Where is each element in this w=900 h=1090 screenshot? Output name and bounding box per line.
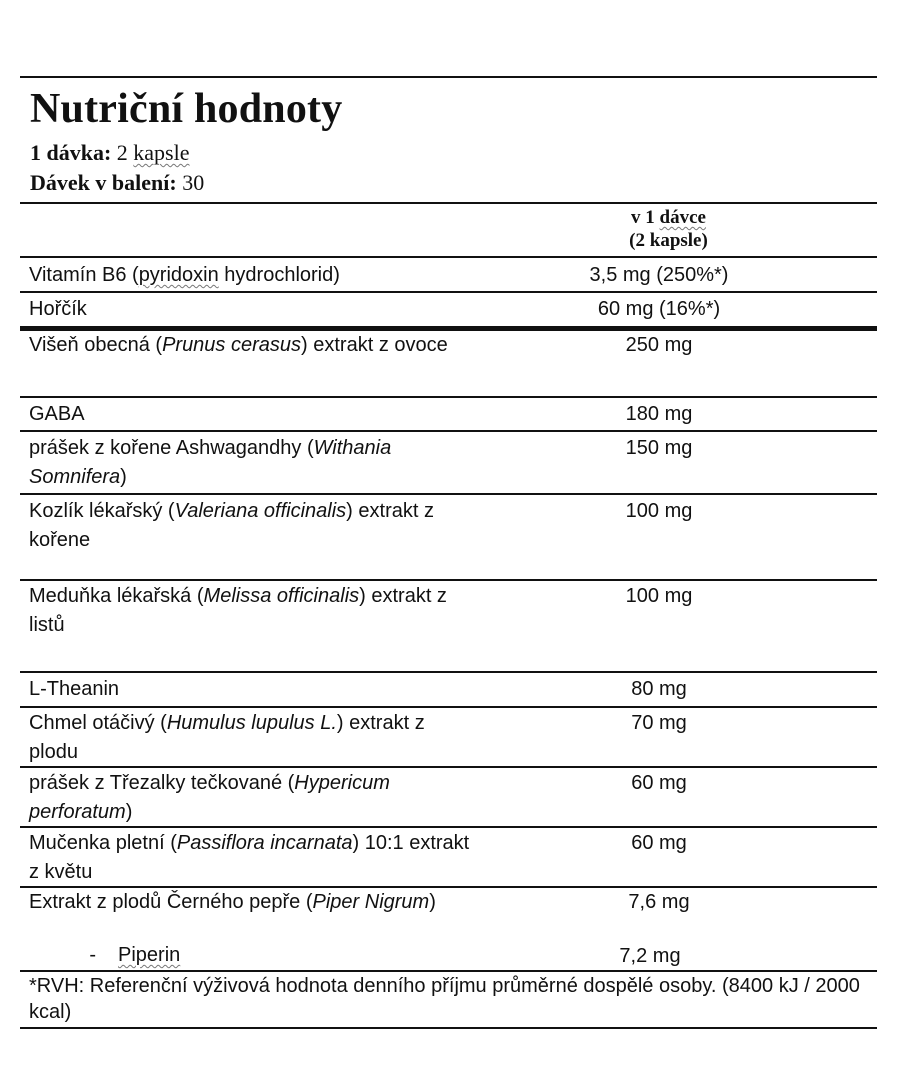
ingredient-name: L-Theanin (29, 678, 120, 700)
ingredient-value: 100 mg (625, 585, 693, 607)
ingredient-name: Extrakt z plodů Černého pepře (Piper Nigrum) (29, 891, 436, 913)
ingredient-name: Višeň obecná (Prunus cerasus) extrakt z ovoce (29, 334, 448, 356)
sub-ingredient-row (20, 942, 877, 971)
ingredient-value: 180 mg (625, 403, 693, 425)
ingredient-value: 70 mg (631, 712, 687, 734)
ingredient-main-line (20, 888, 877, 942)
ingredient-row (20, 888, 877, 972)
serving-amount: 2 (116, 140, 128, 165)
sub-ingredient-name: Piperin (118, 944, 181, 966)
sub-ingredient-value: 7,2 mg (619, 945, 681, 967)
servings-value: 30 (182, 170, 205, 195)
ingredient-value: 150 mg (625, 437, 693, 459)
ingredient-value: 80 mg (631, 678, 687, 700)
ingredient-row (20, 432, 877, 495)
nutrition-panel (20, 76, 877, 1029)
vitamin-value: 60 mg (16%*) (597, 298, 721, 320)
ingredient-value: 60 mg (631, 832, 687, 854)
column-header-row (20, 202, 877, 258)
servings-label: Dávek v balení: (30, 170, 177, 195)
ingredient-name: prášek z Třezalky tečkované (Hypericum perforatum) (29, 772, 390, 823)
ingredient-row (20, 708, 877, 768)
ingredient-row (20, 673, 877, 708)
ingredient-name: Kozlík lékařský (Valeriana officinalis) extrakt z kořene (29, 500, 434, 551)
serving-label: 1 dávka: (30, 140, 112, 165)
ingredient-row (20, 581, 877, 673)
ingredient-name: prášek z kořene Ashwagandhy (Withania Somnifera) (29, 437, 392, 488)
ingredient-value: 7,6 mg (628, 891, 690, 913)
vitamin-name: Hořčík (29, 298, 87, 320)
column-header-word: dávce (659, 207, 706, 228)
top-rule (20, 76, 877, 78)
ingredient-value: 250 mg (625, 334, 693, 356)
serving-unit: kapsle (133, 140, 190, 165)
servings-per-pack (20, 168, 877, 198)
ingredient-row (20, 331, 877, 398)
vitamin-name: Vitamín B6 (pyridoxin hydrochlorid) (29, 264, 340, 286)
vitamin-value: 3,5 mg (250%*) (589, 264, 729, 286)
serving-size (20, 138, 877, 168)
column-header-line1 (560, 206, 777, 229)
sub-ingredient-dash: - (89, 944, 96, 966)
ingredient-value: 60 mg (631, 772, 687, 794)
ingredient-name: GABA (29, 403, 85, 425)
panel-title: Nutriční hodnoty (30, 86, 343, 132)
vitamin-row (20, 293, 877, 331)
vitamin-row (20, 258, 877, 293)
column-header (560, 206, 777, 252)
ingredient-row (20, 398, 877, 432)
ingredient-name: Mučenka pletní (Passiflora incarnata) 10:1 extrakt z květu (29, 832, 470, 883)
column-header-line2: (2 kapsle) (629, 230, 708, 251)
ingredient-row (20, 828, 877, 888)
column-header-prefix: v 1 (631, 207, 655, 228)
ingredient-name: Meduňka lékařská (Melissa officinalis) extrakt z listů (29, 585, 447, 636)
ingredient-row (20, 768, 877, 828)
footnote: *RVH: Referenční výživová hodnota denního příjmu průměrné dospělé osoby. (8400 kJ / 2000 kcal) (20, 972, 877, 1029)
ingredient-name: Chmel otáčivý (Humulus lupulus L.) extrakt z plodu (29, 712, 425, 763)
ingredient-value: 100 mg (625, 500, 693, 522)
ingredient-row (20, 495, 877, 581)
